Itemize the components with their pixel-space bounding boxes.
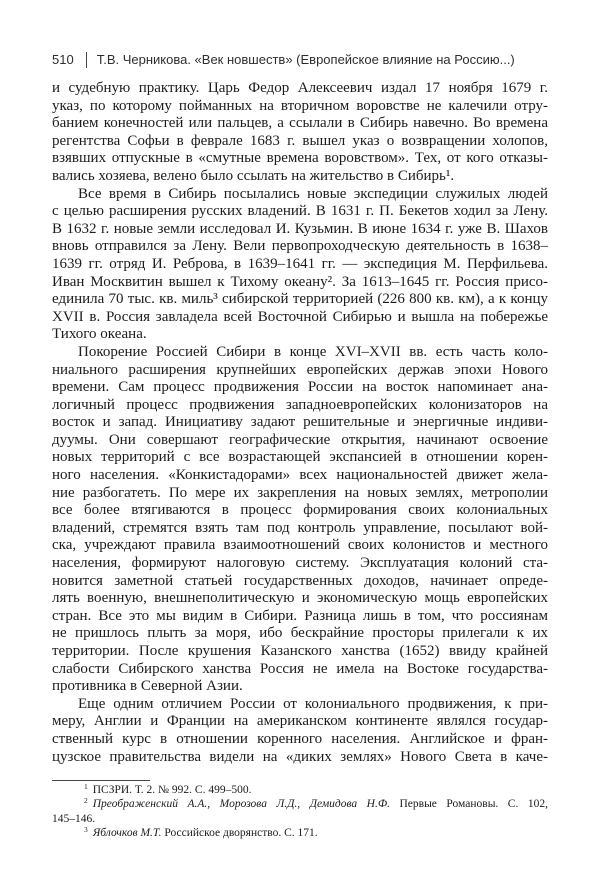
- text-line: противника в Северной Азии.: [52, 678, 243, 695]
- text-line: территории. После крушения Казанского ханства (1652) ввиду крайней: [52, 643, 548, 659]
- footnote-text: ПСЗРИ. Т. 2. № 992. С. 499–500.: [92, 784, 252, 796]
- text-line: восток и запад. Инициативу задают решительные и энергичные индиви-: [52, 414, 548, 431]
- text-line: лять военную, внешнеполитическую и экономическую мощь европейских: [52, 590, 548, 607]
- footnote-1: [52, 783, 548, 797]
- text-line: единила 70 тыс. кв. миль³ сибирской территорией (226 800 кв. км), а к концу: [52, 291, 548, 308]
- text-line: Тихого океана.: [52, 326, 147, 343]
- text-line: Покорение Россией Сибири в конце XVI–XVII вв. есть часть коло-: [78, 343, 548, 360]
- text-line: с целью расширения русских владений. В 1631 г. П. Бекетов ходил за Лену.: [52, 203, 548, 220]
- text-line: регентства Софьи в феврале 1683 г. вышел указ о возвращении холопов,: [52, 132, 548, 149]
- text-line: взявших отпускные в «смутные времена воровством». Тех, от кого отказы-: [52, 150, 548, 167]
- text-line: времени. Сам процесс продвижения России на восток напоминает ана-: [52, 379, 548, 396]
- text-line: ного населения. «Конкистадорами» всех национальностей движет жела-: [52, 467, 548, 484]
- paragraph: [52, 696, 548, 766]
- footnote-text: Российское дворянство. С. 171.: [164, 826, 318, 839]
- footnote-2-continuation: 145–146.: [52, 812, 96, 825]
- text-line: населения, формируют налоговую систему. Эксплуатация колоний ста-: [52, 555, 548, 572]
- footnote-mark: 3: [84, 824, 88, 834]
- text-line: XVII в. Россия завладела всей Восточной Сибирью и вышла на побережье: [52, 308, 548, 325]
- paragraph: [52, 344, 548, 696]
- footnote-3: [52, 826, 548, 840]
- footnote-text: Первые Романовы. С. 102,: [399, 798, 548, 811]
- text-line: ниального расширения крупнейших европейских держав эпохи Нового: [52, 361, 548, 378]
- footnotes: [52, 783, 548, 840]
- footnote-authors: Яблочков М.Т.: [92, 826, 162, 839]
- footnote-2: [52, 797, 548, 811]
- text-line: В 1632 г. новые земли исследовал И. Кузьмин. В июне 1634 г. уже В. Шахов: [52, 220, 548, 237]
- text-line: новых территорий с все возрастающей экспансией в отношении корен-: [52, 449, 548, 466]
- text-line: все более втягиваются в процесс формирования своих колониальных: [52, 502, 548, 519]
- text-line: слабости Сибирского ханства Россия не имела на Востоке государства-: [52, 660, 548, 677]
- text-line: Еще одним отличием России от колониального продвижения, к при-: [78, 695, 548, 712]
- page-number: 510: [52, 52, 74, 67]
- footnote-rule: [52, 780, 150, 781]
- main-text: [52, 80, 548, 766]
- text-line: банием конечностей или пальцев, а ссылали в Сибирь навечно. Во времена: [52, 115, 548, 132]
- header-separator: [86, 52, 87, 68]
- running-title: Т.В. Черникова. «Век новшеств» (Европейское влияние на Россию...): [96, 52, 515, 67]
- text-line: стран. Все это мы видим в Сибири. Разница лишь в том, что россиянам: [52, 607, 548, 624]
- text-line: 1639 гг. отряд И. Реброва, в 1639–1641 гг. — экспедиция М. Перфильева.: [52, 255, 548, 272]
- paragraph: [52, 186, 548, 344]
- footnote-mark: 2: [84, 796, 88, 806]
- text-line: указ, по которому пойманных на вторичном воровстве не калечили отру-: [52, 97, 548, 114]
- text-line: ние разбогатеть. По мере их закрепления на новых землях, метрополии: [52, 484, 548, 501]
- text-line: Иван Москвитин вышел к Тихому океану². За 1613–1645 гг. Россия присо-: [52, 273, 548, 290]
- text-line: ственный курс в отношении коренного населения. Английское и фран-: [52, 730, 548, 747]
- text-line: вновь отправился за Лену. Вели первопроходческую деятельность в 1638–: [52, 238, 548, 255]
- text-line: логичный процесс продвижения западноевропейских колонизаторов на: [52, 396, 548, 413]
- text-line: меру, Англии и Франции на американском континенте являлся государ-: [52, 713, 548, 730]
- text-line: владений, стремятся взять там под контроль управление, посылают вой-: [52, 519, 548, 536]
- text-line: не пришлось плыть за моря, ибо бескрайние просторы прилегали к их: [52, 625, 548, 642]
- text-line: Все время в Сибирь посылались новые экспедиции служилых людей: [78, 185, 548, 202]
- footnote-authors: Преображенский А.А., Морозова Л.Д., Демидова Н.Ф.: [92, 798, 390, 811]
- paragraph: [52, 80, 548, 186]
- text-line: и судебную практику. Царь Федор Алексеевич издал 17 ноября 1679 г.: [52, 80, 548, 96]
- text-line: новится заметной статьей государственных доходов, начинает опреде-: [52, 572, 548, 589]
- running-head: [52, 51, 515, 69]
- footnote-mark: 1: [84, 782, 88, 791]
- text-line: вались хозяева, велено было ссылать на жительство в Сибирь¹.: [52, 167, 455, 184]
- text-line: дуумы. Они совершают географические открытия, начинают освоение: [52, 431, 548, 448]
- text-line: ска, учреждают правила взаимоотношений своих колонистов и местного: [52, 537, 548, 554]
- text-line: цузское правительства видели на «диких землях» Нового Света в каче-: [52, 748, 548, 765]
